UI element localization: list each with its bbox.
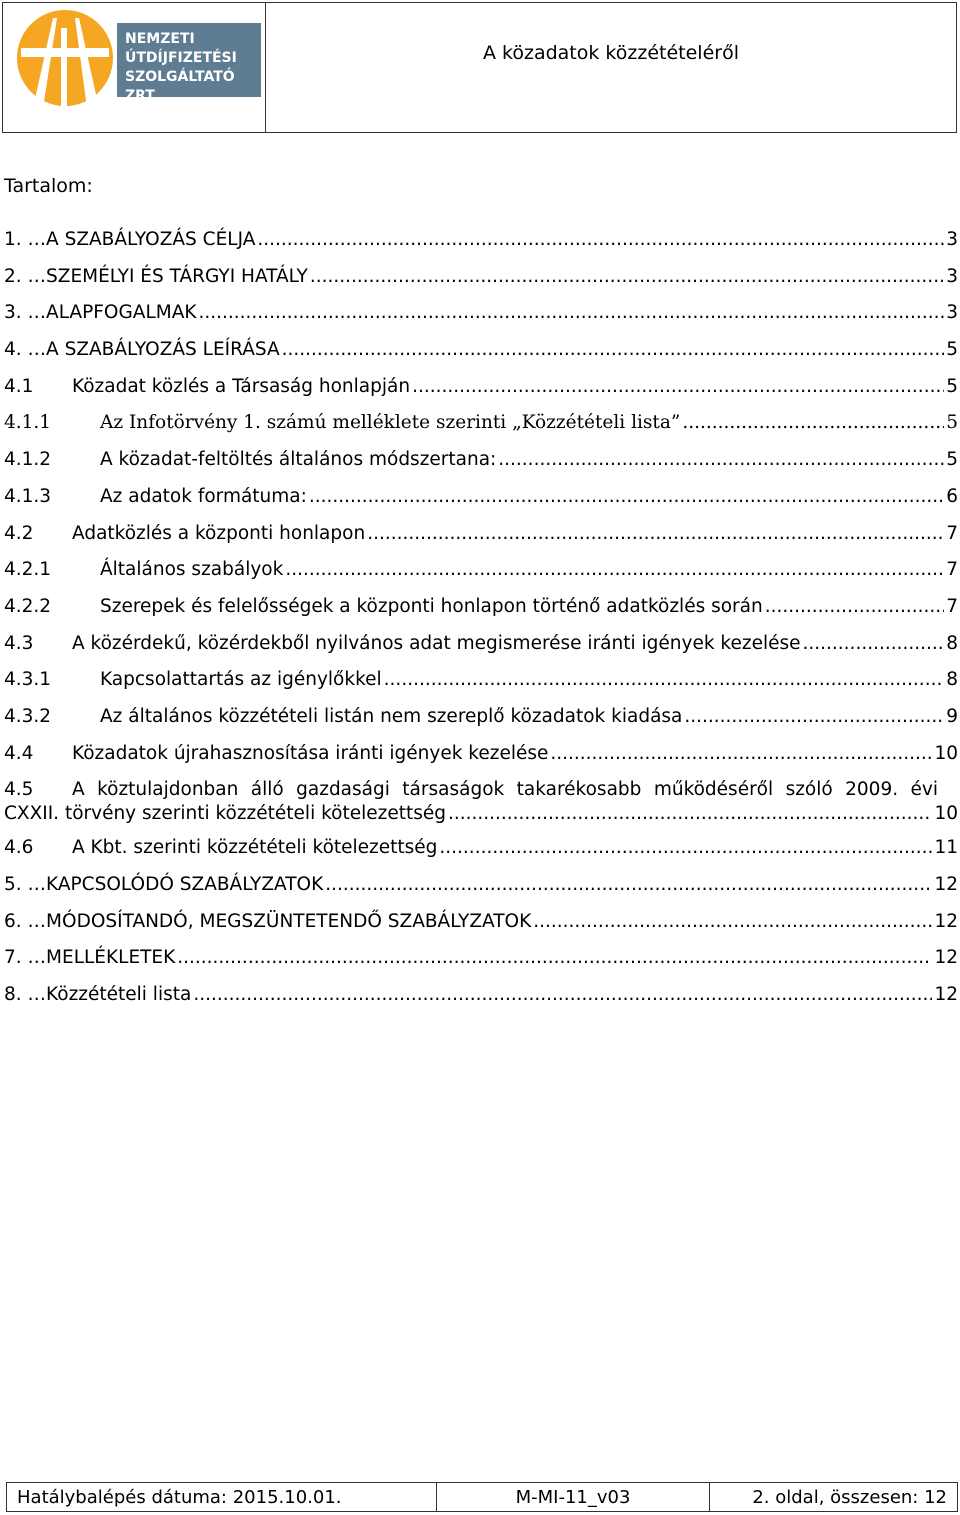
toc-title: Az általános közzétételi listán nem szereplő közadatok kiadása — [100, 705, 683, 727]
toc-leader-dots — [448, 802, 932, 826]
toc-title: A közadat-feltöltés általános módszertana: — [100, 449, 497, 471]
toc-entry-4-1-2[interactable] — [4, 442, 958, 479]
toc-entry-4-2-2[interactable] — [4, 589, 958, 626]
logo-text — [125, 30, 265, 106]
toc-number: 1. … — [4, 229, 47, 250]
toc-leader-dots — [439, 830, 932, 867]
toc-entry-4-1-3[interactable] — [4, 479, 958, 516]
toc-leader-dots — [550, 736, 932, 773]
toc-number: 4.1.3 — [4, 485, 52, 507]
toc-title: SZEMÉLYI ÉS TÁRGYI HATÁLY — [46, 265, 308, 287]
toc-leader-dots — [803, 626, 945, 663]
document-title: A közadatok közzétételéről — [483, 41, 739, 64]
toc-leader-dots — [177, 940, 932, 977]
toc-title-line-1: A köztulajdonban álló gazdasági társaságok takarékosabb működéséről szóló 2009. évi — [72, 779, 938, 801]
toc-leader-dots — [533, 904, 932, 941]
toc-leader-dots — [498, 442, 944, 479]
toc-number: 7. … — [4, 947, 47, 969]
toc-leader-dots — [282, 332, 945, 369]
toc-heading: Tartalom: — [4, 175, 93, 197]
toc-page: 7 — [946, 522, 958, 544]
toc-page: 9 — [946, 705, 958, 727]
toc-leader-dots — [684, 699, 944, 736]
toc-page: 5 — [946, 339, 958, 361]
logo-cell — [3, 3, 266, 132]
toc-leader-dots — [309, 479, 944, 516]
toc-line-2 — [4, 802, 958, 826]
toc-page: 11 — [934, 837, 958, 859]
table-of-contents — [4, 222, 958, 1014]
toc-entry-4-3-2[interactable] — [4, 699, 958, 736]
toc-number: 8. … — [4, 984, 47, 1006]
toc-page: 6 — [946, 485, 958, 507]
toc-title: KAPCSOLÓDÓ SZABÁLYZATOK — [46, 874, 324, 895]
toc-entry-4-6[interactable] — [4, 830, 958, 867]
toc-number: 5. … — [4, 874, 47, 895]
toc-number: 3. … — [4, 302, 47, 324]
company-logo-icon — [13, 8, 123, 118]
toc-page: 5 — [946, 449, 958, 471]
toc-leader-dots — [257, 222, 944, 259]
toc-entry-5[interactable] — [4, 867, 958, 904]
page-footer — [6, 1482, 958, 1512]
toc-leader-dots — [384, 662, 945, 699]
toc-leader-dots — [682, 405, 944, 442]
toc-title: A közérdekű, közérdekből nyilvános adat megismerése iránti igények kezelése — [72, 632, 801, 654]
toc-page: 5 — [946, 412, 958, 434]
toc-page: 3 — [946, 229, 958, 250]
toc-page: 8 — [946, 669, 958, 691]
toc-number: 2. … — [4, 265, 47, 287]
toc-page: 12 — [934, 874, 958, 895]
toc-leader-dots — [310, 259, 944, 296]
toc-page: 8 — [946, 632, 958, 654]
toc-page: 3 — [946, 265, 958, 287]
toc-entry-4-2[interactable] — [4, 516, 958, 553]
toc-page: 12 — [934, 984, 958, 1006]
toc-entry-4[interactable] — [4, 332, 958, 369]
toc-title: A Kbt. szerinti közzétételi kötelezettség — [72, 837, 438, 859]
toc-page: 5 — [946, 375, 958, 397]
effective-date: Hatálybalépés dátuma: 2015.10.01. — [7, 1483, 437, 1511]
logo-line-2: ÚTDÍJFIZETÉSI — [125, 50, 237, 66]
toc-page: 3 — [946, 302, 958, 324]
logo-line-1: NEMZETI — [125, 31, 195, 47]
toc-entry-4-3[interactable] — [4, 626, 958, 663]
toc-title: ALAPFOGALMAK — [46, 302, 197, 324]
toc-title: Az adatok formátuma: — [100, 485, 307, 507]
toc-leader-dots — [325, 867, 932, 904]
toc-title: Közadatok újrahasznosítása iránti igények kezelése — [72, 742, 549, 764]
toc-number: 4.3.2 — [4, 705, 52, 727]
toc-title: Közzétételi lista — [46, 984, 192, 1006]
logo-line-3: SZOLGÁLTATÓ ZRT. — [125, 69, 235, 104]
toc-leader-dots — [765, 589, 944, 626]
toc-number: 4.3 — [4, 632, 34, 654]
toc-entry-4-5[interactable] — [4, 772, 958, 830]
document-code: M-MI-11_v03 — [437, 1483, 710, 1511]
toc-number: 4.2.1 — [4, 559, 52, 581]
toc-title: MÓDOSÍTANDÓ, MEGSZÜNTETENDŐ SZABÁLYZATOK — [46, 910, 532, 932]
toc-entry-3[interactable] — [4, 295, 958, 332]
toc-number: 4.1 — [4, 375, 34, 397]
toc-title-line-2: CXXII. törvény szerinti közzétételi kötelezettség — [4, 803, 446, 825]
toc-number: 4.1.2 — [4, 449, 52, 471]
toc-leader-dots — [199, 295, 945, 332]
toc-number: 4. … — [4, 339, 47, 361]
toc-entry-4-3-1[interactable] — [4, 662, 958, 699]
toc-page: 10 — [934, 803, 958, 825]
toc-title: Általános szabályok — [100, 559, 284, 581]
toc-number: 4.4 — [4, 742, 34, 764]
toc-entry-4-1-1[interactable] — [4, 405, 958, 442]
toc-leader-dots — [412, 369, 944, 406]
toc-number: 6. … — [4, 910, 47, 932]
toc-page: 7 — [946, 595, 958, 617]
toc-title: A SZABÁLYOZÁS LEÍRÁSA — [46, 339, 280, 361]
toc-leader-dots — [285, 552, 944, 589]
toc-number: 4.3.1 — [4, 669, 52, 691]
toc-title: MELLÉKLETEK — [46, 947, 176, 969]
toc-entry-4-4[interactable] — [4, 736, 958, 773]
toc-leader-dots — [193, 977, 932, 1014]
toc-number: 4.2.2 — [4, 595, 52, 617]
toc-number: 4.6 — [4, 837, 34, 859]
toc-entry-8[interactable] — [4, 977, 958, 1014]
toc-title: Kapcsolattartás az igénylőkkel — [100, 669, 382, 691]
toc-title: Az Infotörvény 1. számú melléklete szerinti „Közzétételi lista” — [100, 412, 681, 434]
toc-entry-6[interactable] — [4, 904, 958, 941]
toc-entry-4-2-1[interactable] — [4, 552, 958, 589]
toc-number: 4.2 — [4, 522, 34, 544]
toc-page: 10 — [934, 742, 958, 764]
toc-number: 4.1.1 — [4, 412, 52, 434]
toc-page: 12 — [934, 910, 958, 932]
toc-entry-4-1[interactable] — [4, 369, 958, 406]
page-number: 2. oldal, összesen: 12 — [752, 1486, 947, 1508]
toc-line-1 — [4, 778, 958, 802]
toc-title: A SZABÁLYOZÁS CÉLJA — [46, 229, 256, 250]
toc-title: Közadat közlés a Társaság honlapján — [72, 375, 411, 397]
toc-entry-7[interactable] — [4, 940, 958, 977]
page-header — [2, 2, 957, 133]
toc-number: 4.5 — [4, 779, 34, 801]
toc-title: Szerepek és felelősségek a központi honlapon történő adatközlés során — [100, 595, 763, 617]
toc-leader-dots — [367, 516, 944, 553]
toc-page: 12 — [934, 947, 958, 969]
toc-entry-2[interactable] — [4, 259, 958, 296]
toc-page: 7 — [946, 559, 958, 581]
toc-entry-1[interactable] — [4, 222, 958, 259]
toc-title: Adatközlés a központi honlapon — [72, 522, 366, 544]
